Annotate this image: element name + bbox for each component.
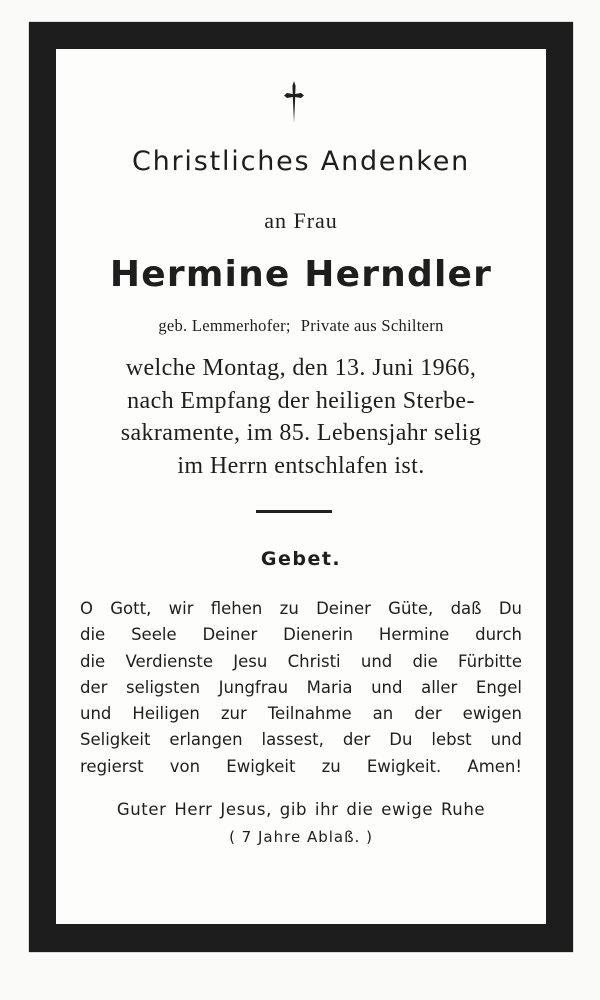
prayer-line: der seligsten Jungfrau Maria und aller Engel (80, 677, 522, 697)
card-title: Christliches Andenken (131, 146, 471, 177)
cross-icon (283, 80, 305, 124)
closing-invocation: Guter Herr Jesus, gib ihr die ewige Ruhe (116, 800, 486, 819)
prayer-line: und Heiligen zur Teilnahme an der ewigen (80, 704, 522, 724)
prayer-title: Gebet. (260, 548, 342, 570)
notice-line: im Herrn entschlafen ist. (177, 452, 425, 479)
prayer-line: Seligkeit erlangen lassest, der Du lebst und (80, 730, 522, 750)
death-notice-text (56, 352, 546, 482)
prayer-line: die Seele Deiner Dienerin Hermine durch (80, 625, 522, 645)
notice-line: sakramente, im 85. Lebensjahr selig (120, 420, 482, 446)
prayer-line: O Gott, wir flehen zu Deiner Güte, daß Du (80, 599, 522, 618)
notice-line: nach Empfang der heiligen Sterbe- (127, 387, 475, 414)
prayer-text (80, 596, 522, 780)
salutation: an Frau (264, 208, 338, 233)
notice-line: welche Montag, den 13. Juni 1966, (125, 355, 477, 381)
prayer-line: die Verdienste Jesu Christi und die Fürbitte (80, 651, 522, 671)
card-inner-panel (56, 49, 546, 924)
divider-rule (256, 510, 332, 513)
deceased-name: Hermine Herndler (109, 254, 493, 295)
birth-name-line (56, 316, 546, 336)
birth-name: geb. Lemmerhofer; (158, 316, 291, 335)
indulgence-note: ( 7 Jahre Ablaß. ) (229, 828, 373, 846)
residence: Private aus Schiltern (300, 316, 444, 335)
prayer-line: regierst von Ewigkeit zu Ewigkeit. Amen! (80, 756, 522, 776)
